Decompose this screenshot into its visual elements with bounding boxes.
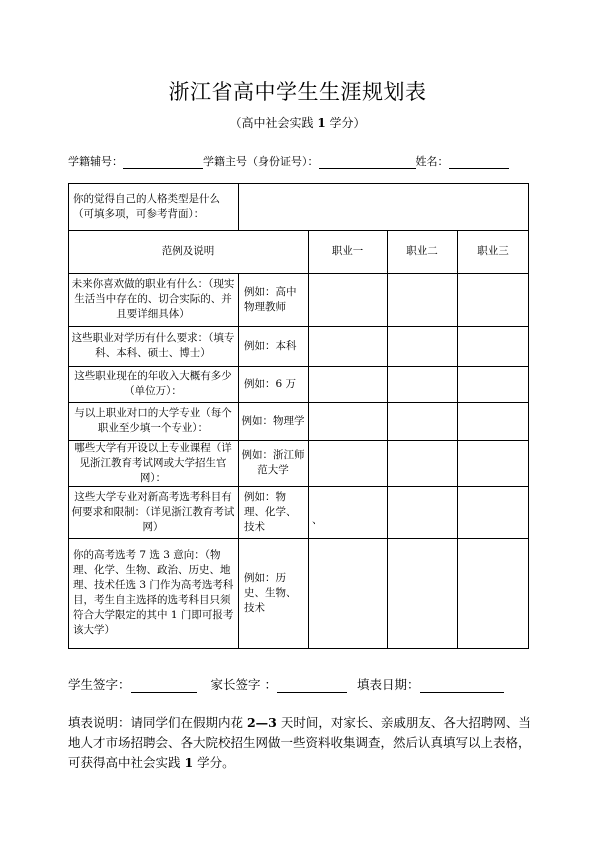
personality-answer-cell[interactable] — [239, 184, 527, 229]
fill-date-field[interactable] — [420, 678, 504, 693]
row-question: 这些职业对学历有什么要求：（填专科、本科、硕士、博士） — [71, 332, 235, 359]
row-question: 未来你喜欢做的职业有什么：（现实生活当中存在的、切合实际的、并且要详细具体） — [71, 278, 235, 320]
subtitle-credit: 1 — [317, 116, 326, 130]
note-part2: 天时间，对家长、亲戚朋友、各大招聘网、当地人才市场招聘会、各大院校招生网做一些资料收集调查，然后认真填写以上表格，可获得高中社会实践 — [68, 715, 531, 770]
main-id-field[interactable] — [319, 156, 416, 169]
parent-signature-label: 家长签字 ： — [210, 677, 277, 692]
row-question: 这些大学专业对新高考选考科目有何要求和限制：（详见浙江教育考试网） — [71, 490, 235, 533]
advisor-id-field[interactable] — [123, 156, 203, 169]
row-example: 例如：物理学 — [241, 414, 305, 427]
advisor-id-label: 学籍辅号： — [68, 155, 123, 168]
parent-signature-field[interactable] — [277, 678, 347, 693]
row-question: 这些职业现在的年收入大概有多少（单位万）： — [74, 370, 232, 397]
page-subtitle — [0, 114, 595, 131]
note-days: 2—3 — [246, 715, 277, 730]
row-question: 哪些大学有开设以上专业课程（详见浙江教育考试网或大学招生官网）： — [74, 441, 232, 484]
name-field[interactable] — [449, 156, 509, 169]
row-question: 你的高考选考 7 选 3 意向：（物理、化学、生物、政治、历史、地理、技术任选 3 门作为高考选考科目，考生自主选择的选考科目只须符合大学限定的其中 1 门即可报考该大学） — [73, 549, 234, 636]
student-signature-field[interactable] — [131, 678, 197, 693]
personality-question: 你的觉得自己的人格类型是什么（可填多项，可参考背面）： — [73, 192, 220, 220]
signature-row — [68, 675, 504, 693]
note-credit: 1 — [184, 755, 194, 770]
row-example: 例如：浙江师范大学 — [241, 449, 305, 476]
row-example: 例如：物理、化学、技术 — [244, 490, 297, 533]
row-question: 与以上职业对口的大学专业（每个职业至少填一个专业）： — [74, 407, 232, 434]
job2-header: 职业二 — [406, 245, 438, 257]
page-title: 浙江省高中学生生涯规划表 — [168, 80, 427, 104]
col-line — [387, 230, 388, 648]
job1-header: 职业一 — [331, 245, 364, 257]
fill-date-label: 填表日期： — [357, 677, 420, 692]
student-signature-label: 学生签字： — [68, 677, 131, 692]
instructions-note — [68, 713, 538, 773]
row-example: 例如：本科 — [244, 339, 297, 352]
col-line — [457, 230, 458, 648]
main-id-label: 学籍主号（身份证号）： — [203, 155, 319, 168]
id-row — [68, 153, 509, 169]
row-extra-mark: 、 — [312, 514, 323, 526]
row-example: 例如：高中物理教师 — [244, 285, 297, 313]
row-example: 例如：历史、生物、技术 — [244, 571, 297, 614]
name-label: 姓名： — [415, 155, 449, 168]
job3-header: 职业三 — [477, 245, 509, 257]
subtitle-suffix: 学分） — [325, 116, 366, 130]
col-line — [308, 230, 309, 648]
subtitle-prefix: （高中社会实践 — [229, 116, 318, 130]
note-part3: 学分。 — [193, 755, 235, 770]
examples-header: 范例及说明 — [161, 245, 215, 257]
row-example: 例如：6 万 — [244, 377, 297, 390]
note-part1: 填表说明：请同学们在假期内花 — [68, 715, 247, 730]
career-plan-table — [68, 183, 529, 649]
